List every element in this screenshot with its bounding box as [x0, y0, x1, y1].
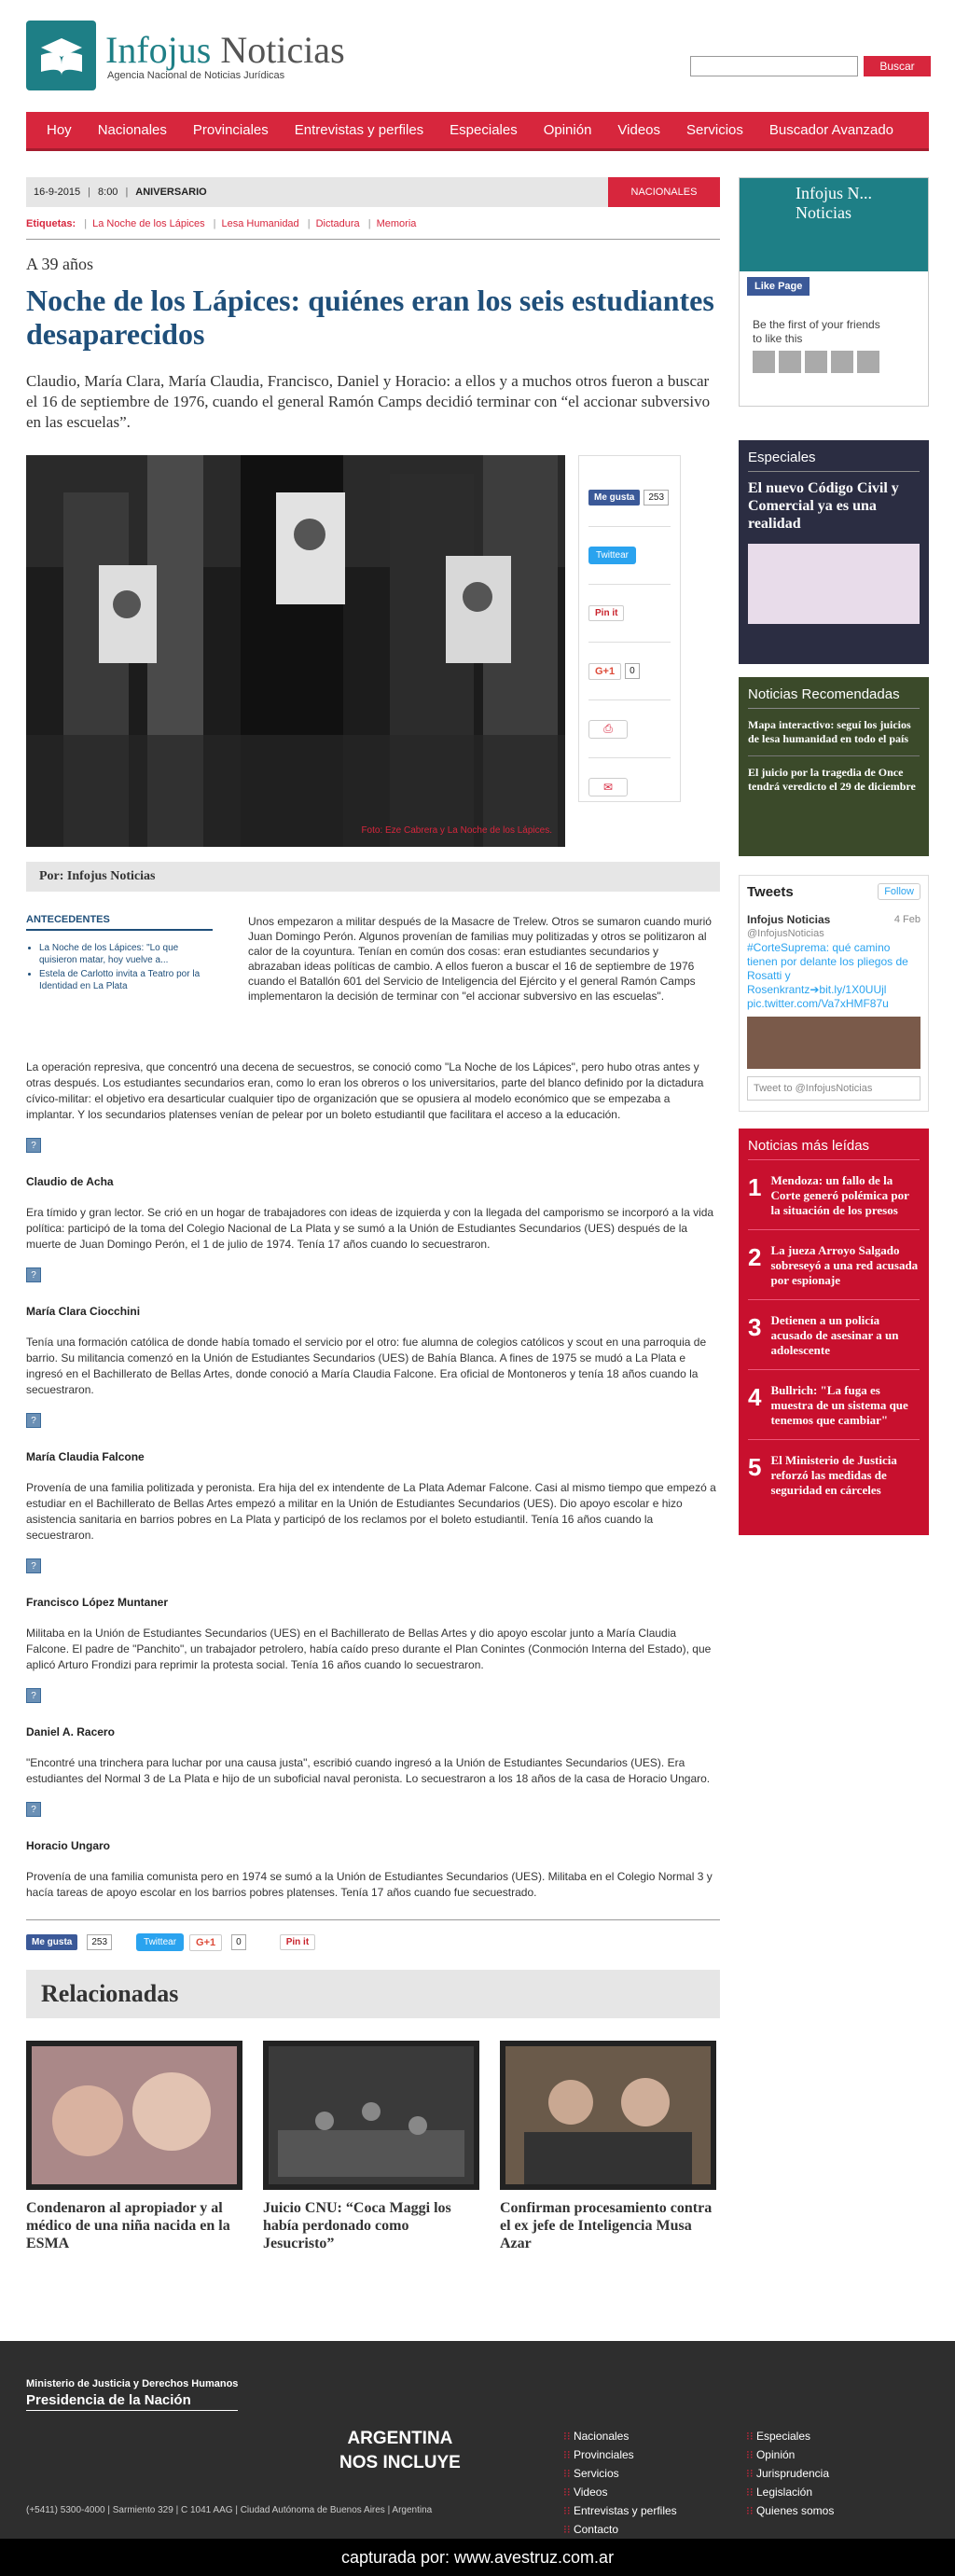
photo-caption: Foto: Eze Cabrera y La Noche de los Lápices.	[361, 825, 552, 836]
rank: 4	[748, 1383, 762, 1411]
footer-link[interactable]: ⁝⁝ Jurisprudencia	[746, 2467, 829, 2480]
article-date: 16-9-2015	[34, 187, 81, 198]
footer-link[interactable]: ⁝⁝ Videos	[563, 2486, 607, 2499]
person-name: María Claudia Falcone	[26, 1450, 145, 1463]
article-photo	[26, 455, 565, 847]
related-card[interactable]	[26, 2041, 242, 2252]
tag-link[interactable]: Dictadura	[315, 218, 360, 229]
most-read-item[interactable]	[748, 1313, 920, 1370]
footer-link[interactable]: ⁝⁝ Provinciales	[563, 2448, 634, 2461]
avatar	[857, 351, 879, 373]
especiales-box[interactable]	[739, 440, 929, 664]
tweets-widget	[739, 875, 929, 1112]
image-placeholder-icon: ?	[26, 1413, 41, 1428]
nav-opinion[interactable]: Opinión	[543, 122, 592, 138]
tweet-input[interactable]: Tweet to @InfojusNoticias	[747, 1076, 920, 1101]
gplus-button[interactable]: G+1	[588, 663, 621, 680]
search-button[interactable]: Buscar	[864, 56, 931, 76]
most-read-title: La jueza Arroyo Salgado sobreseyó a una red acusada por espionaje	[770, 1243, 919, 1287]
article-column	[26, 177, 720, 2252]
intro-row	[26, 914, 720, 1054]
facebook-page-name[interactable]: Infojus N... Noticias	[796, 184, 872, 222]
person-text: Provenía de una familia politizada y peronista. Era hija del ex intendente de La Plata Ademar Falcone. Casi al mismo tiempo que empezó a estudiar en el Bachillerato de Bellas Artes empezó a militar en la Unión de Estudiantes Secundarios (UES). Dio apoyo escolar e hizo asistencia sanitaria en barrios pobres en La Plata y participó de los reclamos por el boleto estudiantil. Tenía 16 años cuando la secuestraron.	[26, 1481, 716, 1542]
footer-links-1	[563, 2427, 677, 2539]
person-text: Tenía una formación católica de donde había tomado el servicio por el otro: fue alumna de colegios católicos y scout en una parroquia de barrio. Su militancia comenzó en la Unión de Estudiantes Secundarios (UES) de Bahía Blanca. A fines de 1975 se mudó a La Plata e ingresó en el Bachillerato de Bellas Artes, donde conoció a María Claudia Falcone. Era oficial de Montoneros y tenía 18 años cuando la secuestraron.	[26, 1336, 707, 1396]
especiales-title: El nuevo Código Civil y Comercial ya es una realidad	[748, 480, 899, 532]
especiales-image	[748, 544, 920, 624]
most-read-item[interactable]	[748, 1453, 920, 1509]
rank: 1	[748, 1173, 762, 1201]
footer-link[interactable]: ⁝⁝ Especiales	[746, 2430, 810, 2443]
related-card[interactable]	[263, 2041, 479, 2252]
related-card[interactable]	[500, 2041, 716, 2252]
footer	[0, 2341, 955, 2576]
most-read-title: Detienen a un policía acusado de asesinar a un adolescente	[770, 1313, 899, 1357]
rank: 2	[748, 1243, 762, 1271]
logo-book-icon	[26, 21, 96, 90]
avatar	[779, 351, 801, 373]
meta-bar: 16-9-2015 | 8:00 | ANIVERSARIO NACIONALES	[26, 177, 720, 207]
tags: Etiquetas: | La Noche de los Lápices | Lesa Humanidad | Dictadura | Memoria	[26, 218, 720, 240]
tag-link[interactable]: Lesa Humanidad	[221, 218, 299, 229]
pinit-button[interactable]: Pin it	[280, 1934, 315, 1950]
body-paragraph: La operación represiva, que concentró una decena de secuestros, se conoció como "La Noche de los Lápices", pero hubo otras antes y otras después. Los estudiantes secundarios eran, como lo eran los obreros o los universitarios, parte del blanco definido por la dictadura cívico-militar: el objetivo era desarticular cualquier tipo de organización que se opusiera al modelo económico que se empezaba a implantar. Y los secundarios platenses venían de pelear por un boleto estudiantil que facilitara el acceso a la educación.	[26, 1060, 704, 1121]
most-read-item[interactable]	[748, 1243, 920, 1300]
recomendada-link[interactable]: Mapa interactivo: seguí los juicios de lesa humanidad en todo el país	[748, 718, 920, 756]
most-read-item[interactable]	[748, 1173, 920, 1230]
header	[26, 21, 931, 95]
nav-entrevistas[interactable]: Entrevistas y perfiles	[294, 122, 424, 138]
most-read-item[interactable]	[748, 1383, 920, 1440]
related-image	[26, 2041, 242, 2190]
brand-noticias: Noticias	[220, 28, 345, 71]
related-row	[26, 2041, 720, 2252]
gplus-button[interactable]: G+1	[189, 1934, 222, 1951]
capture-credit: capturada por: www.avestruz.com.ar	[0, 2539, 955, 2576]
image-placeholder-icon: ?	[26, 1688, 41, 1703]
person-name: Claudio de Acha	[26, 1175, 114, 1188]
facebook-friends	[753, 351, 879, 373]
nav-especiales[interactable]: Especiales	[450, 122, 518, 138]
tweet-button[interactable]: Twittear	[588, 547, 636, 564]
antecedente-link[interactable]: • La Noche de los Lápices: "Lo que quisieron matar, hoy vuelve a...	[39, 942, 213, 966]
kicker: A 39 años	[26, 255, 93, 273]
share-box	[578, 455, 681, 802]
person-name: María Clara Ciocchini	[26, 1305, 141, 1318]
image-placeholder-icon: ?	[26, 1802, 41, 1817]
byline: Por: Infojus Noticias	[26, 862, 720, 892]
avatar	[753, 351, 775, 373]
most-read-box	[739, 1129, 929, 1535]
footer-link[interactable]: ⁝⁝ Opinión	[746, 2448, 795, 2461]
category-badge[interactable]: NACIONALES	[608, 177, 720, 207]
tag-link[interactable]: La Noche de los Lápices	[92, 218, 205, 229]
nav-buscador[interactable]: Buscador Avanzado	[768, 122, 894, 138]
article-title: Noche de los Lápices: quiénes eran los seis estudiantes desaparecidos	[26, 284, 714, 351]
image-placeholder-icon: ?	[26, 1267, 41, 1282]
tweet-handle: @InfojusNoticias	[747, 928, 824, 939]
footer-links-2	[746, 2427, 834, 2520]
logo[interactable]	[26, 21, 345, 90]
person-text: Provenía de una familia comunista pero en 1974 se sumó a la Unión de Estudiantes Secundarios (UES). Militaba en el Colegio Normal 3 y hacía tareas de apoyo escolar en los barrios pobres platenses. Tenía 17 años cuando fue secuestrado.	[26, 1870, 713, 1899]
facebook-first-text: Be the first of your friends to like this	[753, 318, 880, 345]
tweet	[747, 913, 920, 1069]
person-text: "Encontré una trinchera para luchar por una causa justa", escribió cuando ingresó a la Unión de Estudiantes Secundarios (UES). Era estudiantes del Normal 3 de La Plata e hijo de un suboficial naval peronista. Lo secuestraron a los 18 años de la casa de Horacio Ungaro.	[26, 1756, 711, 1785]
footer-link[interactable]: ⁝⁝ Nacionales	[563, 2430, 629, 2443]
most-read-title: El Ministerio de Justicia reforzó las medidas de seguridad en cárceles	[770, 1453, 897, 1497]
person-text: Era tímido y gran lector. Se crió en un hogar de trabajadores con ideas de izquierda y con la llegada del camporismo se incorporó a la vida política: participó de la toma del Colegio Nacional de La Plata y se sumó a la Unión de Estudiantes Secundarios (UES) después de la muerte de Juan Domingo Perón, el 1 de julio de 1974. Tenía 17 años cuando lo secuestraron.	[26, 1206, 714, 1251]
related-card-title: Juicio CNU: “Coca Maggi los había perdonado como Jesucristo”	[263, 2200, 451, 2251]
rank: 5	[748, 1453, 762, 1481]
pinit-button[interactable]: Pin it	[588, 605, 624, 621]
nav-provinciales[interactable]: Provinciales	[192, 122, 269, 138]
related-image	[263, 2041, 479, 2190]
facebook-like-button[interactable]: Me gusta	[26, 1934, 77, 1950]
nav-servicios[interactable]: Servicios	[686, 122, 743, 138]
person-name: Daniel A. Racero	[26, 1725, 115, 1738]
especiales-heading: Especiales	[748, 450, 920, 472]
facebook-cover	[740, 178, 928, 271]
person-name: Francisco López Muntaner	[26, 1596, 169, 1609]
tweets-heading: Tweets	[747, 883, 794, 900]
most-read-title: Bullrich: "La fuga es muestra de un sistema que tenemos que cambiar"	[770, 1383, 908, 1427]
gplus-count: 0	[625, 663, 640, 679]
tags-label: Etiquetas:	[26, 218, 76, 229]
tweet-text[interactable]: #CorteSuprema: qué camino tienen por delante los pliegos de Rosatti y Rosenkrantz➔bit.ly/1X0UUjl pic.twitter.com/Va7xHMF87u	[747, 941, 908, 1010]
tweet-user[interactable]: Infojus Noticias	[747, 913, 831, 926]
recomendadas-heading: Noticias Recomendadas	[748, 686, 920, 709]
related-title: Relacionadas	[26, 1970, 720, 2018]
footer-link[interactable]: ⁝⁝ Legislación	[746, 2486, 812, 2499]
presidency-name: Presidencia de la Nación	[26, 2392, 238, 2411]
ministry-name: Ministerio de Justicia y Derechos Humanos	[26, 2378, 239, 2389]
recomendadas-box	[739, 677, 929, 856]
media-row	[26, 455, 720, 856]
footer-ministry[interactable]	[26, 2378, 238, 2411]
image-placeholder-icon: ?	[26, 1138, 41, 1153]
argentina-line1: ARGENTINA	[347, 2429, 453, 2448]
nav-videos[interactable]: Videos	[617, 122, 661, 138]
follow-button[interactable]: Follow	[878, 883, 920, 900]
person-name: Horacio Ungaro	[26, 1839, 111, 1852]
antecedentes-title: ANTECEDENTES	[26, 914, 213, 931]
facebook-count: 253	[644, 490, 669, 506]
search-form	[690, 56, 931, 76]
facebook-like-button[interactable]: Me gusta	[588, 490, 640, 506]
print-icon[interactable]: ⎙	[588, 720, 628, 739]
argentina-line2: NOS INCLUYE	[339, 2453, 461, 2472]
article-lead: Claudio, María Clara, María Claudia, Francisco, Daniel y Horacio: a ellos y a muchos otros fueron a buscar el 16 de septiembre de 1976, cuando el general Ramón Camps decidió terminar con “el accionar subversivo en las escuelas”.	[26, 372, 711, 431]
footer-link[interactable]: ⁝⁝ Quienes somos	[746, 2504, 834, 2517]
brand-infojus: Infojus	[105, 28, 212, 71]
tweet-button[interactable]: Twittear	[136, 1933, 184, 1951]
most-read-title: Mendoza: un fallo de la Corte generó polémica por la situación de los presos	[770, 1173, 909, 1217]
brand-subtitle: Agencia Nacional de Noticias Jurídicas	[107, 69, 285, 81]
facebook-widget	[739, 177, 929, 407]
argentina-logo	[339, 2427, 461, 2475]
footer-link[interactable]: ⁝⁝ Contacto	[563, 2523, 618, 2536]
nav-hoy[interactable]: Hoy	[47, 122, 72, 138]
article-label: ANIVERSARIO	[135, 187, 207, 198]
antecedentes	[26, 914, 213, 994]
sidebar	[739, 177, 929, 1535]
most-read-heading: Noticias más leídas	[748, 1138, 920, 1160]
gplus-count: 0	[231, 1934, 246, 1950]
related-image	[500, 2041, 716, 2190]
related-card-title: Confirman procesamiento contra el ex jefe de Inteligencia Musa Azar	[500, 2200, 713, 2251]
footer-link[interactable]: ⁝⁝ Entrevistas y perfiles	[563, 2504, 677, 2517]
facebook-like-page-button[interactable]: Like Page	[747, 277, 810, 296]
main-nav	[26, 112, 929, 151]
intro-text: Unos empezaron a militar después de la Masacre de Trelew. Otros se sumaron cuando murió Juan Domingo Perón. Algunos provenían de familias muy politizadas y otros se politizaron al calor de la coyuntura. Tenían en común dos cosas: eran estudiantes secundarios y abrazaban ideas políticas de cambio. A ellos fueron a buscar el 16 de septiembre de 1976 cuando el Batallón 601 del Servicio de Inteligencia del Ejército y el general Ramón Camps implementaron la decisión de terminar con "el accionar subversivo en las escuelas".	[248, 915, 712, 1003]
image-placeholder-icon: ?	[26, 1558, 41, 1573]
search-input[interactable]	[690, 56, 858, 76]
share-bottom	[26, 1919, 720, 1951]
facebook-count: 253	[87, 1934, 112, 1950]
nav-nacionales[interactable]: Nacionales	[97, 122, 167, 138]
antecedente-link[interactable]: • Estela de Carlotto invita a Teatro por la Identidad en La Plata	[39, 968, 213, 992]
rank: 3	[748, 1313, 762, 1341]
person-text: Militaba en la Unión de Estudiantes Secundarios (UES) en el Bachillerato de Bellas Artes y dio apoyo escolar junto a María Claudia Falcone. El padre de "Panchito", un trabajador petrolero, había caído preso durante el Plan Conintes (Conmoción Interna del Estado), que aplicó Arturo Frondizi para reprimir la protesta social. Tenía 16 años cuando lo secuestraron.	[26, 1627, 712, 1671]
avatar	[831, 351, 853, 373]
footer-address: (+5411) 5300-4000 | Sarmiento 329 | C 1041 AAG | Ciudad Autónoma de Buenos Aires | Argentina	[26, 2505, 433, 2515]
related-card-title: Condenaron al apropiador y al médico de una niña nacida en la ESMA	[26, 2200, 230, 2251]
email-icon[interactable]: ✉	[588, 778, 628, 796]
tweet-image	[747, 1017, 920, 1069]
footer-link[interactable]: ⁝⁝ Servicios	[563, 2467, 619, 2480]
article-time: 8:00	[98, 187, 118, 198]
avatar	[805, 351, 827, 373]
tweet-date: 4 Feb	[893, 914, 920, 925]
recomendada-link[interactable]: El juicio por la tragedia de Once tendrá veredicto el 29 de diciembre	[748, 766, 916, 793]
tag-link[interactable]: Memoria	[376, 218, 417, 229]
